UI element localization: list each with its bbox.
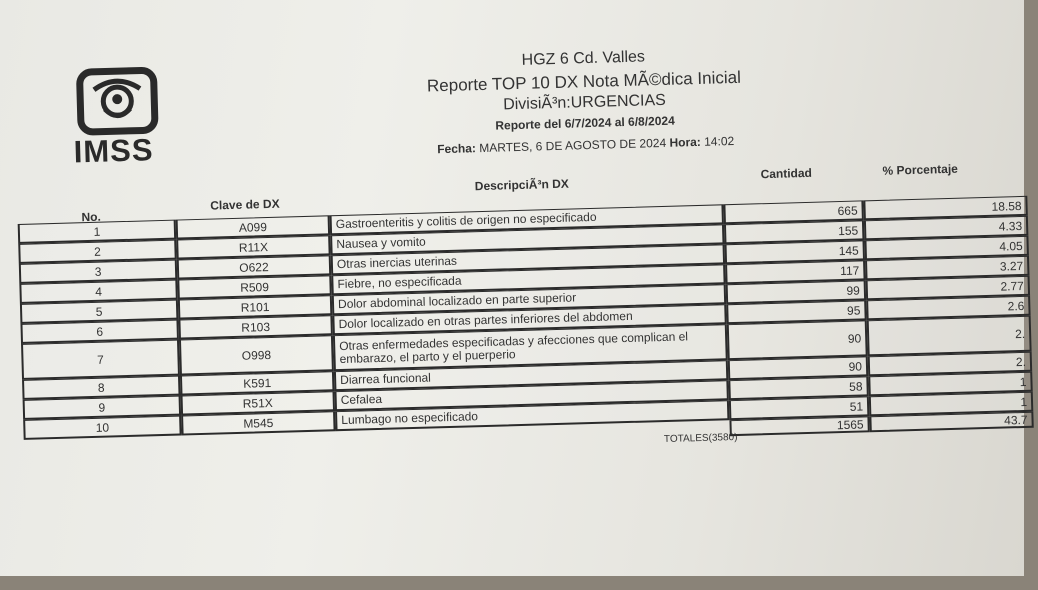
col-header-clave: Clave de DX <box>210 196 280 213</box>
cell-cantidad: 95 <box>726 300 867 324</box>
cell-no: 10 <box>23 416 181 440</box>
cell-cantidad: 51 <box>729 396 870 420</box>
cell-clave: R101 <box>178 295 332 319</box>
cell-porcentaje-total: 43.7 <box>869 412 1033 433</box>
cell-descripcion: Nausea y vomito <box>330 224 724 255</box>
cell-porcentaje: 18.58 <box>863 196 1027 221</box>
cell-descripcion: Diarrea funcional <box>334 360 728 391</box>
cell-clave: R11X <box>176 235 330 259</box>
diagnosis-table <box>18 196 1028 446</box>
time-label: Hora: <box>669 134 702 150</box>
date-value: MARTES, 6 DE AGOSTO DE 2024 <box>479 135 667 156</box>
cell-clave: A099 <box>176 215 330 239</box>
cell-porcentaje: 2. <box>867 316 1032 357</box>
col-header-porcentaje: % Porcentaje <box>882 161 959 178</box>
cell-no: 1 <box>18 220 176 244</box>
cell-porcentaje: 4.05 <box>864 236 1028 261</box>
cell-cantidad: 58 <box>728 376 869 400</box>
cell-descripcion: Lumbago no especificado <box>335 400 729 431</box>
cell-clave: R51X <box>181 391 335 415</box>
cell-porcentaje: 1 <box>868 372 1032 397</box>
cell-cantidad: 145 <box>725 240 866 264</box>
cell-no: 2 <box>18 240 176 264</box>
logo-text: IMSS <box>73 132 154 170</box>
cell-no: 7 <box>21 340 180 380</box>
cell-porcentaje: 2.77 <box>866 276 1030 301</box>
cell-clave: O622 <box>177 255 331 279</box>
report-title: Reporte TOP 10 DX Nota MÃ©dica Inicial <box>426 67 742 96</box>
time-value: 14:02 <box>703 133 735 149</box>
cell-porcentaje: 1 <box>869 392 1033 417</box>
cell-cantidad: 117 <box>725 260 866 284</box>
report-period: Reporte del 6/7/2024 al 6/8/2024 <box>495 113 675 133</box>
division: DivisiÃ³n:URGENCIAS <box>502 91 667 114</box>
col-header-no: No. <box>81 209 102 225</box>
cell-cantidad: 155 <box>724 220 865 244</box>
cell-no: 4 <box>19 280 177 304</box>
cell-cantidad: 90 <box>728 356 869 380</box>
totales-label: TOTALES(3580) <box>663 431 738 446</box>
cell-descripcion: Cefalea <box>334 380 728 411</box>
cell-clave: M545 <box>181 411 335 435</box>
cell-descripcion: Gastroenteritis y colitis de origen no especificado <box>330 204 724 235</box>
date-label: Fecha: <box>437 141 477 157</box>
cell-porcentaje: 3.27 <box>865 256 1029 281</box>
cell-porcentaje: 2.6 <box>866 296 1030 321</box>
col-header-cantidad: Cantidad <box>760 165 813 182</box>
col-header-descripcion: DescripciÃ³n DX <box>474 176 569 194</box>
cell-porcentaje: 2. <box>868 352 1032 377</box>
imss-logo-icon <box>73 68 161 136</box>
cell-no: 3 <box>19 260 177 284</box>
cell-clave: K591 <box>180 371 334 395</box>
cell-descripcion: Otras enfermedades especificadas y afecciones que complican el embarazo, el parto y el puerperio <box>333 324 728 371</box>
cell-no: 6 <box>20 320 178 344</box>
cell-cantidad-total: 1565 <box>729 416 869 436</box>
cell-no: 5 <box>20 300 178 324</box>
cell-clave: O998 <box>179 335 334 375</box>
cell-descripcion: Otras inercias uterinas <box>331 244 725 275</box>
cell-porcentaje: 4.33 <box>864 216 1028 241</box>
cell-no: 9 <box>23 396 181 420</box>
cell-cantidad: 665 <box>723 200 864 224</box>
report-date-line <box>396 133 776 158</box>
cell-clave: R509 <box>177 275 331 299</box>
cell-clave: R103 <box>178 315 332 339</box>
cell-cantidad: 90 <box>727 320 868 360</box>
cell-cantidad: 99 <box>726 280 867 304</box>
hospital-name: HGZ 6 Cd. Valles <box>521 48 646 69</box>
cell-no: 8 <box>22 376 180 400</box>
cell-descripcion: Dolor localizado en otras partes inferiores del abdomen <box>332 304 726 335</box>
cell-descripcion: Dolor abdominal localizado en parte superior <box>332 284 726 315</box>
cell-descripcion: Fiebre, no especificada <box>331 264 725 295</box>
